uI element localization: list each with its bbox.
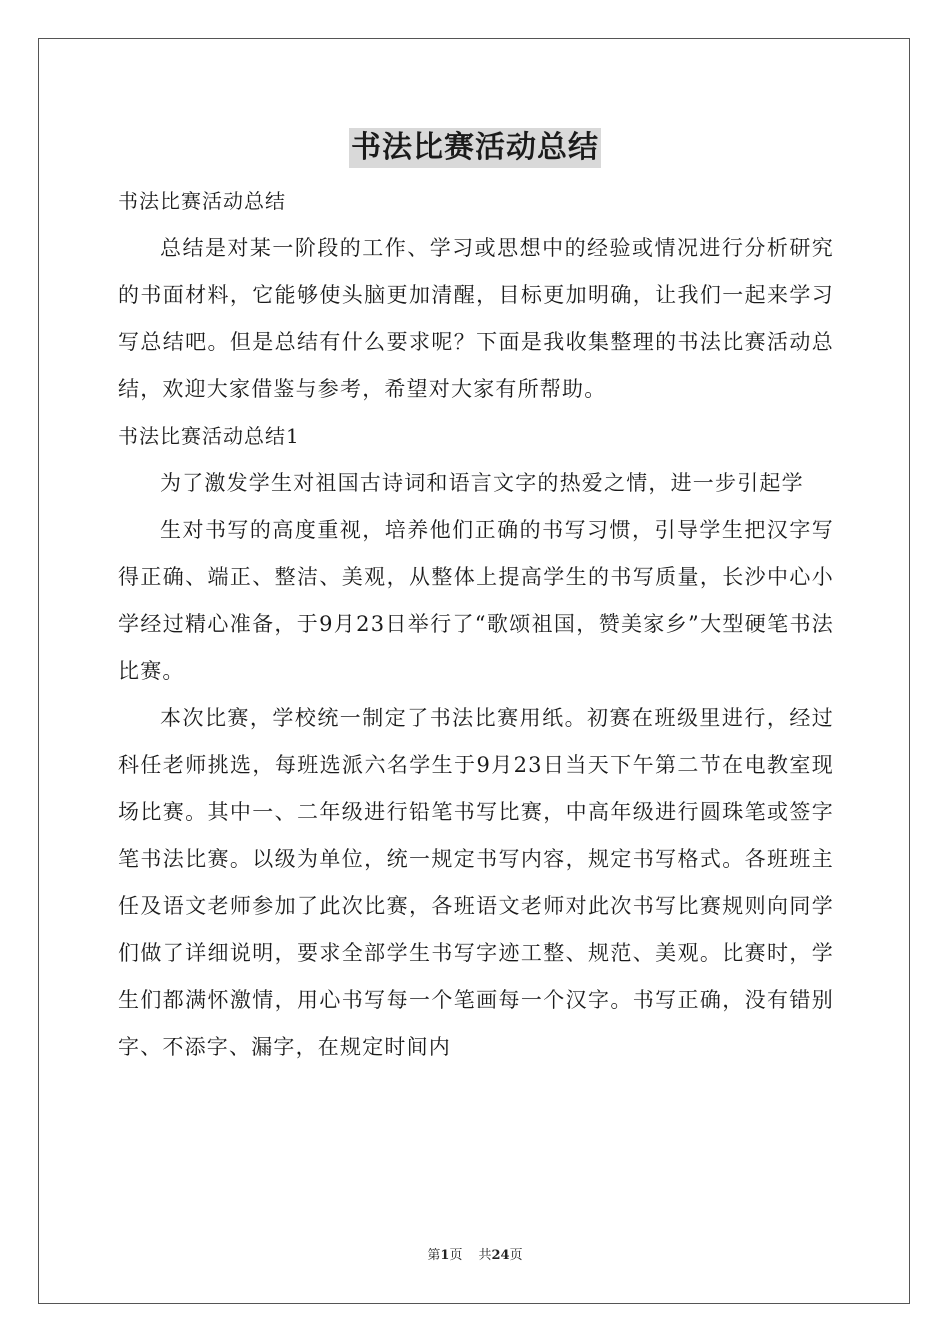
paragraph-1: 为了激发学生对祖国古诗词和语言文字的热爱之情，进一步引起学 [160, 471, 804, 495]
total-suffix: 页 [509, 1248, 523, 1263]
section-heading: 书法比赛活动总结1 [118, 424, 300, 448]
paragraph-2: 生对书写的高度重视，培养他们正确的书写习惯，引导学生把汉字写得正确、端正、整洁、美观，从整体上提高学生的书写质量，长沙中心小学经过精心准备，于9月23日举行了“歌颂祖国，赞美家乡”大型硬笔书法比赛。 [118, 518, 834, 683]
page-prefix: 第 [427, 1248, 441, 1263]
page-suffix: 页 [449, 1248, 463, 1263]
title-container [0, 128, 950, 168]
page-number: 1 [440, 1248, 450, 1263]
paragraph-3: 本次比赛，学校统一制定了书法比赛用纸。初赛在班级里进行，经过科任老师挑选，每班选派六名学生于9月23日当天下午第二节在电教室现场比赛。其中一、二年级进行铅笔书写比赛，中高年级进行圆珠笔或签字笔书法比赛。以级为单位，统一规定书写内容，规定书写格式。各班班主任及语文老师参加了此次比赛，各班语文老师对此次书写比赛规则向同学们做了详细说明，要求全部学生书写字迹工整、规范、美观。比赛时，学生们都满怀激情，用心书写每一个笔画每一个汉字。书写正确，没有错别字、不添字、漏字，在规定时间内 [118, 706, 834, 1059]
page-footer [0, 1244, 950, 1263]
document-body [118, 178, 834, 1071]
intro-paragraph: 总结是对某一阶段的工作、学习或思想中的经验或情况进行分析研究的书面材料，它能够使头脑更加清醒，目标更加明确，让我们一起来学习写总结吧。但是总结有什么要求呢？下面是我收集整理的书法比赛活动总结，欢迎大家借鉴与参考，希望对大家有所帮助。 [118, 236, 834, 401]
total-pages: 24 [491, 1248, 510, 1263]
document-subtitle: 书法比赛活动总结 [118, 189, 286, 213]
document-title: 书法比赛活动总结 [349, 128, 601, 168]
total-prefix: 共 [478, 1248, 492, 1263]
